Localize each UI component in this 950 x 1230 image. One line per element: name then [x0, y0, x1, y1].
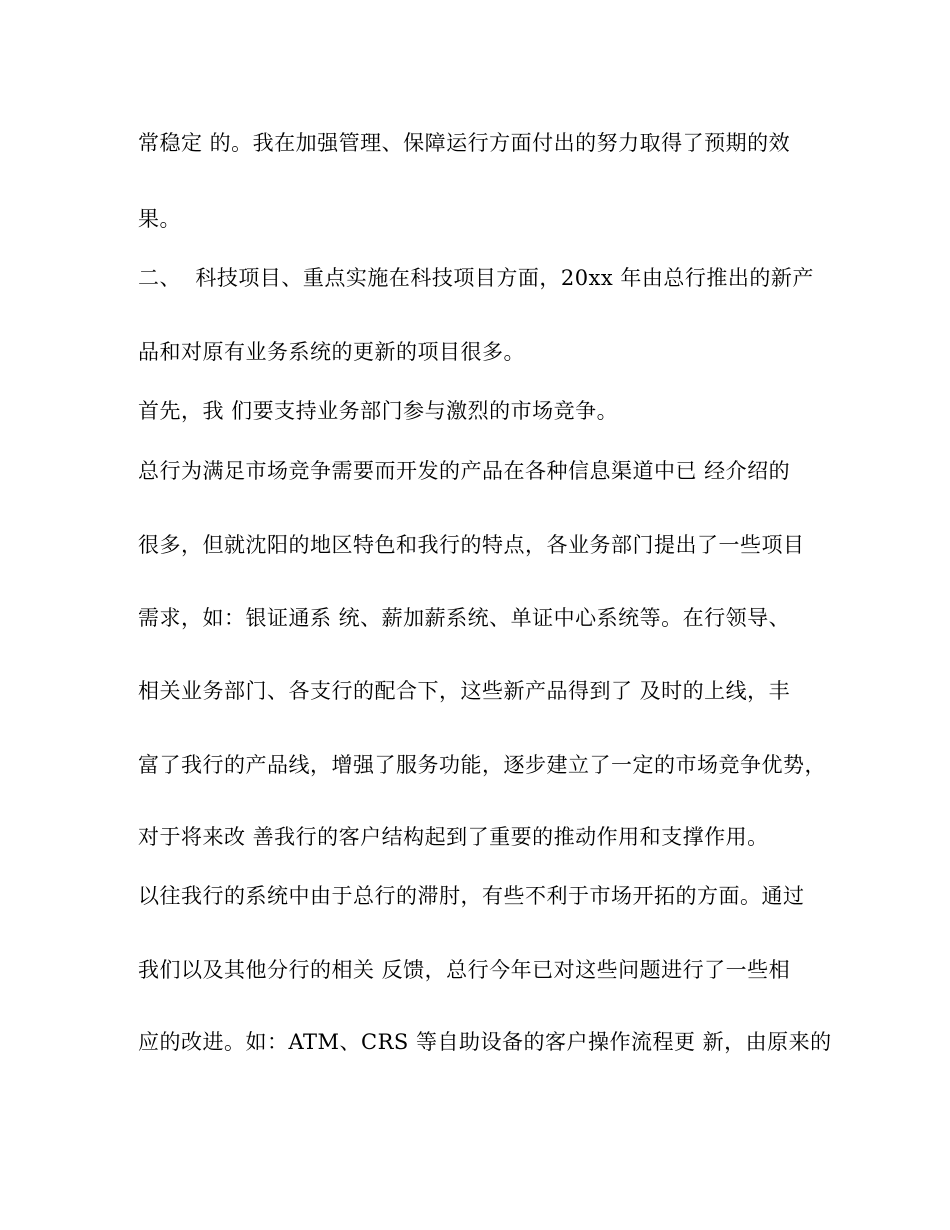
text-line: 很多，但就沈阳的地区特色和我行的特点，各业务部门提出了一些项目: [138, 533, 805, 557]
text-line: 应的改进。如：ATM、CRS 等自助设备的客户操作流程更 新，由原来的: [138, 1030, 832, 1054]
text-line: 首先，我 们要支持业务部门参与激烈的市场竞争。: [138, 399, 619, 423]
text-line: 富了我行的产品线，增强了服务功能，逐步建立了一定的市场竞争优势，: [138, 753, 826, 777]
text-line: 总行为满足市场竞争需要而开发的产品在各种信息渠道中已 经介绍的: [138, 459, 791, 483]
text-line: 常稳定 的。我在加强管理、保障运行方面付出的努力取得了预期的效: [138, 131, 791, 155]
text-line: 对于将来改 善我行的客户结构起到了重要的推动作用和支撑作用。: [138, 825, 769, 849]
text-line: 二、 科技项目、重点实施在科技项目方面，20xx 年由总行推出的新产: [138, 266, 814, 290]
text-line: 果。: [138, 207, 181, 231]
text-line: 以往我行的系统中由于总行的滞肘，有些不利于市场开拓的方面。通过: [138, 884, 805, 908]
text-line: 品和对原有业务系统的更新的项目很多。: [138, 340, 525, 364]
text-line: 我们以及其他分行的相关 反馈，总行今年已对这些问题进行了一些相: [138, 958, 791, 982]
text-line: 相关业务部门、各支行的配合下，这些新产品得到了 及时的上线，丰: [138, 679, 791, 703]
text-line: 需求，如：银证通系 统、薪加薪系统、单证中心系统等。在行领导、: [138, 606, 791, 630]
